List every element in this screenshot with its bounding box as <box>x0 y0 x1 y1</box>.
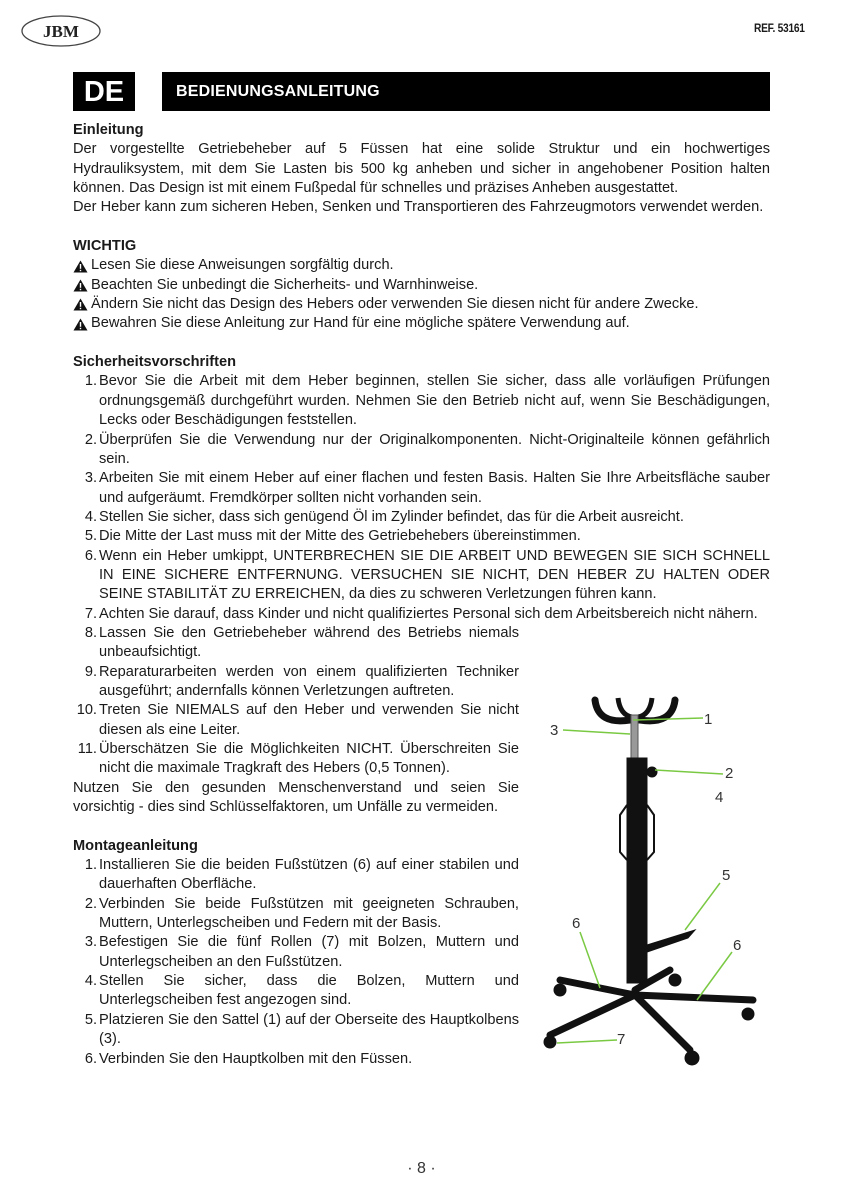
item-number: 5. <box>84 528 97 545</box>
item-number: 4. <box>84 508 97 525</box>
safety-item <box>73 701 519 740</box>
safety-item <box>73 372 770 430</box>
intro-paragraph: Der Heber kann zum sicheren Heben, Senken und Transportieren des Fahrzeugmotors verwendet werden. <box>73 199 764 216</box>
safety-item <box>73 469 770 508</box>
safety-closing: Nutzen Sie den gesunden Menschenverstand und seien Sie vorsichtig - dies sind Schlüsselfaktoren, um Unfälle zu vermeiden. <box>73 779 519 816</box>
item-number: 1. <box>84 373 97 390</box>
assembly-step <box>73 972 519 1011</box>
reference-number: REF. 53161 <box>754 21 805 35</box>
safety-item <box>73 605 770 624</box>
svg-text:JBM: JBM <box>43 22 79 41</box>
item-text: Arbeiten Sie mit einem Heber auf einer flachen und festen Basis. Halten Sie Ihre Arbeitsfläche sauber und aufgeräumt. Fremdkörper sollten nicht vorhanden sein. <box>99 470 770 506</box>
item-text: Platzieren Sie den Sattel (1) auf der Oberseite des Hauptkolbens (3). <box>99 1011 519 1048</box>
callout-label: 2 <box>725 765 734 782</box>
safety-heading: Sicherheitsvorschriften <box>73 354 237 371</box>
item-text: Wenn ein Heber umkippt, UNTERBRECHEN SIE DIE ARBEIT UND BEWEGEN SIE SICH SCHNELL IN EINE SICHERE ENTFERNUNG. VERSUCHEN SIE NICHT, DEN HEBER ZU HALTEN ODER SEINE STABILITÄT ZU ERREICHEN, da dies zu schweren Verletzungen führen kann. <box>99 547 770 603</box>
assembly-step <box>73 933 519 972</box>
safety-item <box>73 663 519 702</box>
item-number: 11. <box>77 741 97 757</box>
callout-label: 7 <box>617 1031 626 1048</box>
item-number: 9. <box>84 663 97 680</box>
safety-item <box>73 740 519 779</box>
safety-item <box>73 547 770 605</box>
item-text: Lassen Sie den Getriebeheber während des Betriebs niemals unbeaufsichtigt. <box>99 624 519 661</box>
warning-text: Lesen Sie diese Anweisungen sorgfältig durch. <box>91 257 394 274</box>
warning-icon <box>73 279 88 292</box>
intro-heading: Einleitung <box>73 122 144 138</box>
safety-item <box>73 431 770 470</box>
item-number: 2. <box>84 895 97 912</box>
warning-icon <box>73 260 88 273</box>
item-text: Befestigen Sie die fünf Rollen (7) mit Bolzen, Muttern und Unterlegscheiben an den Fußstützen. <box>99 934 519 970</box>
warning-item <box>73 295 770 314</box>
item-number: 6. <box>84 1050 97 1067</box>
warning-icon <box>73 298 88 311</box>
safety-item <box>73 527 770 546</box>
intro-paragraph: Der vorgestellte Getriebeheber auf 5 Füssen hat eine solide Struktur und ein hochwertiges Hydrauliksystem, mit dem Sie Lasten bis 500 kg anheben und sicher in angehobener Position halten können. Das Design ist mit einem Fußpedal für schnelles und präzises Anheben ausgestattet. <box>73 141 770 197</box>
item-number: 2. <box>84 431 97 448</box>
warning-icon <box>73 318 88 331</box>
item-text: Bevor Sie die Arbeit mit dem Heber beginnen, stellen Sie sicher, dass alle vorläufigen Prüfungen ordnungsgemäß durchgeführt wurden. Nehmen Sie den Betrieb nicht auf, wenn Sie Beschädigungen, Lecks oder Beschädigungen feststellen. <box>99 373 770 429</box>
item-text: Verbinden Sie beide Fußstützen mit geeigneten Schrauben, Muttern, Unterlegscheiben und Federn mit der Basis. <box>99 895 519 932</box>
page-title: BEDIENUNGSANLEITUNG <box>162 72 770 111</box>
item-number: 4. <box>84 973 97 990</box>
callout-label: 1 <box>704 711 713 728</box>
item-number: 7. <box>84 605 97 622</box>
transmission-jack-figure <box>520 680 780 1080</box>
assembly-step <box>73 1011 519 1050</box>
item-text: Stellen Sie sicher, dass die Bolzen, Muttern und Unterlegscheiben fest angezogen sind. <box>99 973 519 1009</box>
item-number: 1. <box>84 857 97 874</box>
item-number: 10. <box>76 702 97 719</box>
item-number: 3. <box>84 934 97 951</box>
item-number: 8. <box>84 624 97 641</box>
assembly-step <box>73 856 519 895</box>
item-text: Reparaturarbeiten werden von einem qualifizierten Techniker ausgeführt; andernfalls können Verletzungen auftreten. <box>99 663 519 699</box>
warning-text: Beachten Sie unbedingt die Sicherheits- und Warnhinweise. <box>91 276 479 293</box>
warning-item <box>73 314 770 333</box>
assembly-step <box>73 895 519 934</box>
callout-label: 5 <box>722 867 731 884</box>
item-number: 3. <box>84 470 97 487</box>
assembly-heading: Montageanleitung <box>73 837 198 854</box>
page-number: · 8 · <box>407 1160 436 1177</box>
item-text: Treten Sie NIEMALS auf den Heber und verwenden Sie nicht diesen als eine Leiter. <box>99 702 519 738</box>
item-text: Überschätzen Sie die Möglichkeiten NICHT. Überschreiten Sie nicht die maximale Tragkraft des Hebers (0,5 Tonnen). <box>99 741 519 777</box>
callout-label: 4 <box>715 789 724 806</box>
callout-label: 3 <box>550 722 559 739</box>
assembly-step <box>73 1050 519 1069</box>
warning-item <box>73 276 770 295</box>
warning-text: Ändern Sie nicht das Design des Hebers oder verwenden Sie diesen nicht für andere Zwecke. <box>91 296 699 313</box>
callout-label: 6 <box>733 937 742 954</box>
item-text: Achten Sie darauf, dass Kinder und nicht qualifiziertes Personal sich dem Arbeitsbereich nicht nähern. <box>99 605 758 622</box>
language-badge: DE <box>73 72 135 111</box>
safety-item <box>73 624 519 663</box>
important-heading: WICHTIG <box>73 238 137 255</box>
safety-item <box>73 508 770 527</box>
callout-label: 6 <box>572 915 581 932</box>
jbm-logo <box>20 14 102 48</box>
warning-text: Bewahren Sie diese Anleitung zur Hand für eine mögliche spätere Verwendung auf. <box>91 315 630 332</box>
item-text: Stellen Sie sicher, dass sich genügend Öl im Zylinder befindet, das für die Arbeit ausreicht. <box>99 508 684 525</box>
item-number: 5. <box>84 1011 97 1028</box>
item-text: Verbinden Sie den Hauptkolben mit den Füssen. <box>99 1050 413 1067</box>
item-text: Installieren Sie die beiden Fußstützen (6) auf einer stabilen und dauerhaften Oberfläche. <box>99 857 519 893</box>
warning-item <box>73 256 770 275</box>
item-text: Die Mitte der Last muss mit der Mitte des Getriebehebers übereinstimmen. <box>99 528 581 545</box>
item-text: Überprüfen Sie die Verwendung nur der Originalkomponenten. Nicht-Originalteile können gefährlich sein. <box>99 431 770 467</box>
item-number: 6. <box>84 547 97 564</box>
